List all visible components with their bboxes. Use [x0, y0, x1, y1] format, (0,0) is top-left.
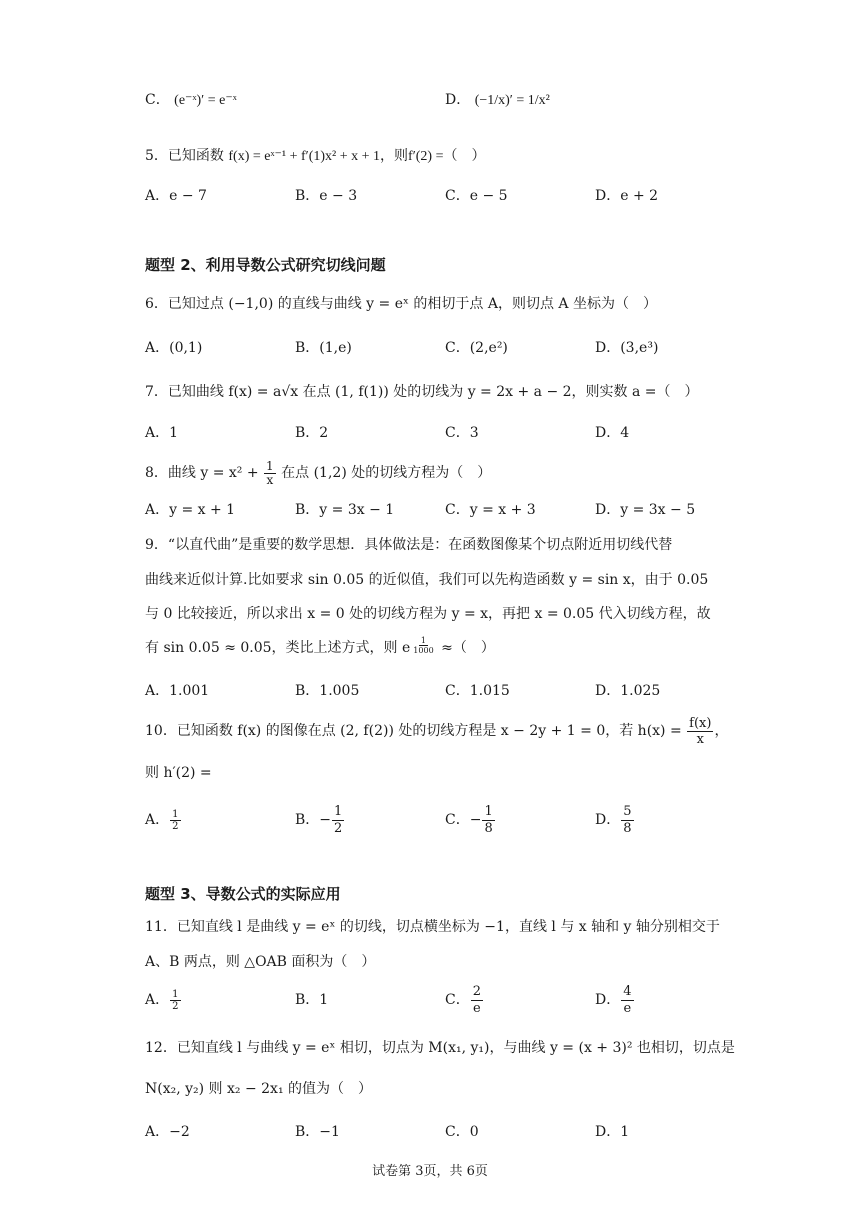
q6-option-a: A．(0,1) [145, 340, 203, 356]
q11-option-b [295, 982, 328, 1018]
q10-option-c-fraction [482, 804, 494, 837]
q11-line-1: 11．已知直线 l 是曲线 y = eˣ 的切线，切点横坐标为 −1，直线 l 与 x 轴和 y 轴分别相交于 [145, 919, 720, 935]
q5-stem-suffix: （ ） [443, 148, 486, 164]
q7-option-c: C．3 [445, 425, 479, 441]
q11-option-d [595, 982, 635, 1018]
q5-stem-mid: ，则 [380, 148, 409, 164]
q11-option-c-denominator: e [473, 1000, 481, 1016]
q10-option-c-numerator: 1 [484, 803, 493, 819]
q10-line-1-suffix: ， [714, 723, 729, 739]
q10-option-b-numerator: 1 [334, 803, 343, 819]
q11-option-b-label: B．1 [295, 992, 329, 1008]
q12-option-b: B．−1 [295, 1124, 340, 1140]
q8-stem-prefix: 8．曲线 y = x² + [145, 465, 259, 481]
q11-option-a-denominator: 2 [172, 1000, 179, 1012]
q6-option-b: B．(1,e) [295, 340, 352, 356]
q6-option-d: D．(3,e³) [595, 340, 659, 356]
q10-option-d-denominator: 8 [623, 820, 632, 836]
q11-option-a-fraction [170, 989, 180, 1012]
q10-line-1-prefix: 10．已知函数 f(x) 的图像在点 (2, f(2)) 处的切线方程是 x − 2y + 1 = 0，若 h(x) = [145, 723, 682, 739]
q9-option-c: C．1.015 [445, 683, 510, 699]
q4-option-d-expr: (−1/x)′ = 1/x² [474, 93, 550, 108]
q9-exponent-numerator: 1 [420, 636, 427, 645]
q10-option-b-sign: − [319, 812, 332, 828]
q10-fraction-numerator: f(x) [689, 715, 712, 731]
q10-line-1 [145, 714, 728, 748]
q12-option-a: A．−2 [145, 1124, 190, 1140]
q10-option-c-denominator: 8 [484, 820, 493, 836]
q11-option-a [145, 982, 182, 1018]
q10-option-b-fraction [332, 804, 344, 837]
q4-option-d-label: D． [445, 92, 471, 108]
q4-option-c-label: C． [145, 92, 170, 108]
q10-option-c-label: C． [445, 812, 470, 828]
q10-option-a-label: A． [145, 812, 170, 828]
q9-option-b: B．1.005 [295, 683, 360, 699]
q5-option-d: D．e + 2 [595, 188, 659, 204]
q8-stem-suffix: 在点 (1,2) 处的切线方程为（ ） [281, 465, 492, 481]
q11-option-a-label: A． [145, 992, 170, 1008]
q9-exponent-fraction [411, 636, 435, 655]
q8-option-c: C．y = x + 3 [445, 502, 536, 518]
q9-exponent-denominator: 1000 [413, 646, 434, 655]
q5-option-a: A．e − 7 [145, 188, 207, 204]
q9-line-2: 曲线来近似计算.比如要求 sin 0.05 的近似值，我们可以先构造函数 y = sin x，由于 0.05 [145, 572, 709, 588]
q11-option-d-denominator: e [623, 1000, 632, 1016]
q11-option-c-label: C． [445, 992, 470, 1008]
q10-option-a [145, 802, 182, 838]
q5-stem-expr2: f′(2) = [408, 149, 444, 164]
q5-option-c: C．e − 5 [445, 188, 508, 204]
q10-option-d-numerator: 5 [623, 803, 632, 819]
q10-option-b-denominator: 2 [334, 820, 343, 836]
q5-stem [145, 146, 486, 167]
q11-option-d-numerator: 4 [623, 983, 632, 999]
q11-option-c-fraction [471, 984, 483, 1017]
q7-stem: 7．已知曲线 f(x) = a√x 在点 (1, f(1)) 处的切线为 y = 2x + a − 2，则实数 a =（ ） [145, 384, 699, 400]
q8-stem [145, 457, 491, 489]
q8-option-a: A．y = x + 1 [145, 502, 236, 518]
q8-fraction-numerator: 1 [266, 458, 274, 473]
q5-option-b: B．e − 3 [295, 188, 358, 204]
q4-option-c-expr: (e⁻ˣ)′ = e⁻ˣ [174, 93, 237, 108]
q8-option-b: B．y = 3x − 1 [295, 502, 395, 518]
q12-line-1: 12．已知直线 l 与曲线 y = eˣ 相切，切点为 M(x₁, y₁)，与曲线 y = (x + 3)² 也相切，切点是 [145, 1040, 735, 1056]
q7-option-a: A．1 [145, 425, 179, 441]
q10-option-d-fraction [621, 804, 633, 837]
q6-option-c: C．(2,e²) [445, 340, 508, 356]
q10-line-2: 则 h′(2) = [145, 765, 212, 781]
page-footer: 试卷第 3页，共 6页 [372, 1164, 488, 1179]
q8-option-d: D．y = 3x − 5 [595, 502, 696, 518]
q11-option-d-label: D． [595, 992, 621, 1008]
q10-option-a-numerator: 1 [172, 808, 179, 820]
q9-line-4-suffix: ≈（ ） [441, 640, 495, 656]
q10-fraction-denominator: x [696, 731, 704, 747]
q11-option-c [445, 982, 484, 1018]
q4-option-d [445, 90, 550, 111]
section-3-heading: 题型 3、导数公式的实际应用 [145, 885, 341, 903]
q5-stem-prefix: 5．已知函数 [145, 148, 224, 164]
q4-option-c [145, 90, 237, 111]
q8-fraction-denominator: x [266, 472, 274, 487]
q10-option-a-denominator: 2 [172, 820, 179, 832]
section-2-heading: 题型 2、利用导数公式研究切线问题 [145, 256, 386, 274]
q9-line-4-prefix: 有 sin 0.05 ≈ 0.05，类比上述方式，则 e [145, 640, 411, 656]
q10-fraction [687, 716, 713, 747]
q9-line-4 [145, 636, 495, 660]
q5-stem-expr: f(x) = eˣ⁻¹ + f′(1)x² + x + 1 [228, 149, 381, 164]
q10-option-c [445, 802, 496, 838]
q11-line-2: A、B 两点，则 △OAB 面积为（ ） [145, 954, 376, 970]
q10-option-b [295, 802, 345, 838]
q10-option-a-fraction [170, 809, 180, 832]
q9-option-d: D．1.025 [595, 683, 661, 699]
q6-stem: 6．已知过点 (−1,0) 的直线与曲线 y = eˣ 的相切于点 A，则切点 A 坐标为（ ） [145, 296, 657, 312]
q12-option-d: D．1 [595, 1124, 630, 1140]
q12-line-2: N(x₂, y₂) 则 x₂ − 2x₁ 的值为（ ） [145, 1081, 373, 1097]
q7-option-b: B．2 [295, 425, 329, 441]
q9-line-1: 9．“以直代曲”是重要的数学思想．具体做法是：在函数图像某个切点附近用切线代替 [145, 537, 673, 553]
q7-option-d: D．4 [595, 425, 630, 441]
q12-option-c: C．0 [445, 1124, 479, 1140]
q9-option-a: A．1.001 [145, 683, 210, 699]
q10-option-b-label: B． [295, 812, 320, 828]
q11-option-d-fraction [621, 984, 633, 1017]
q10-option-c-sign: − [469, 812, 482, 828]
q9-line-3: 与 0 比较接近，所以求出 x = 0 处的切线方程为 y = x，再把 x = 0.05 代入切线方程，故 [145, 606, 711, 622]
q11-option-c-numerator: 2 [472, 983, 481, 999]
q10-option-d-label: D． [595, 812, 621, 828]
q10-option-d [595, 802, 635, 838]
q8-fraction [264, 460, 276, 487]
q11-option-a-numerator: 1 [172, 988, 179, 1000]
